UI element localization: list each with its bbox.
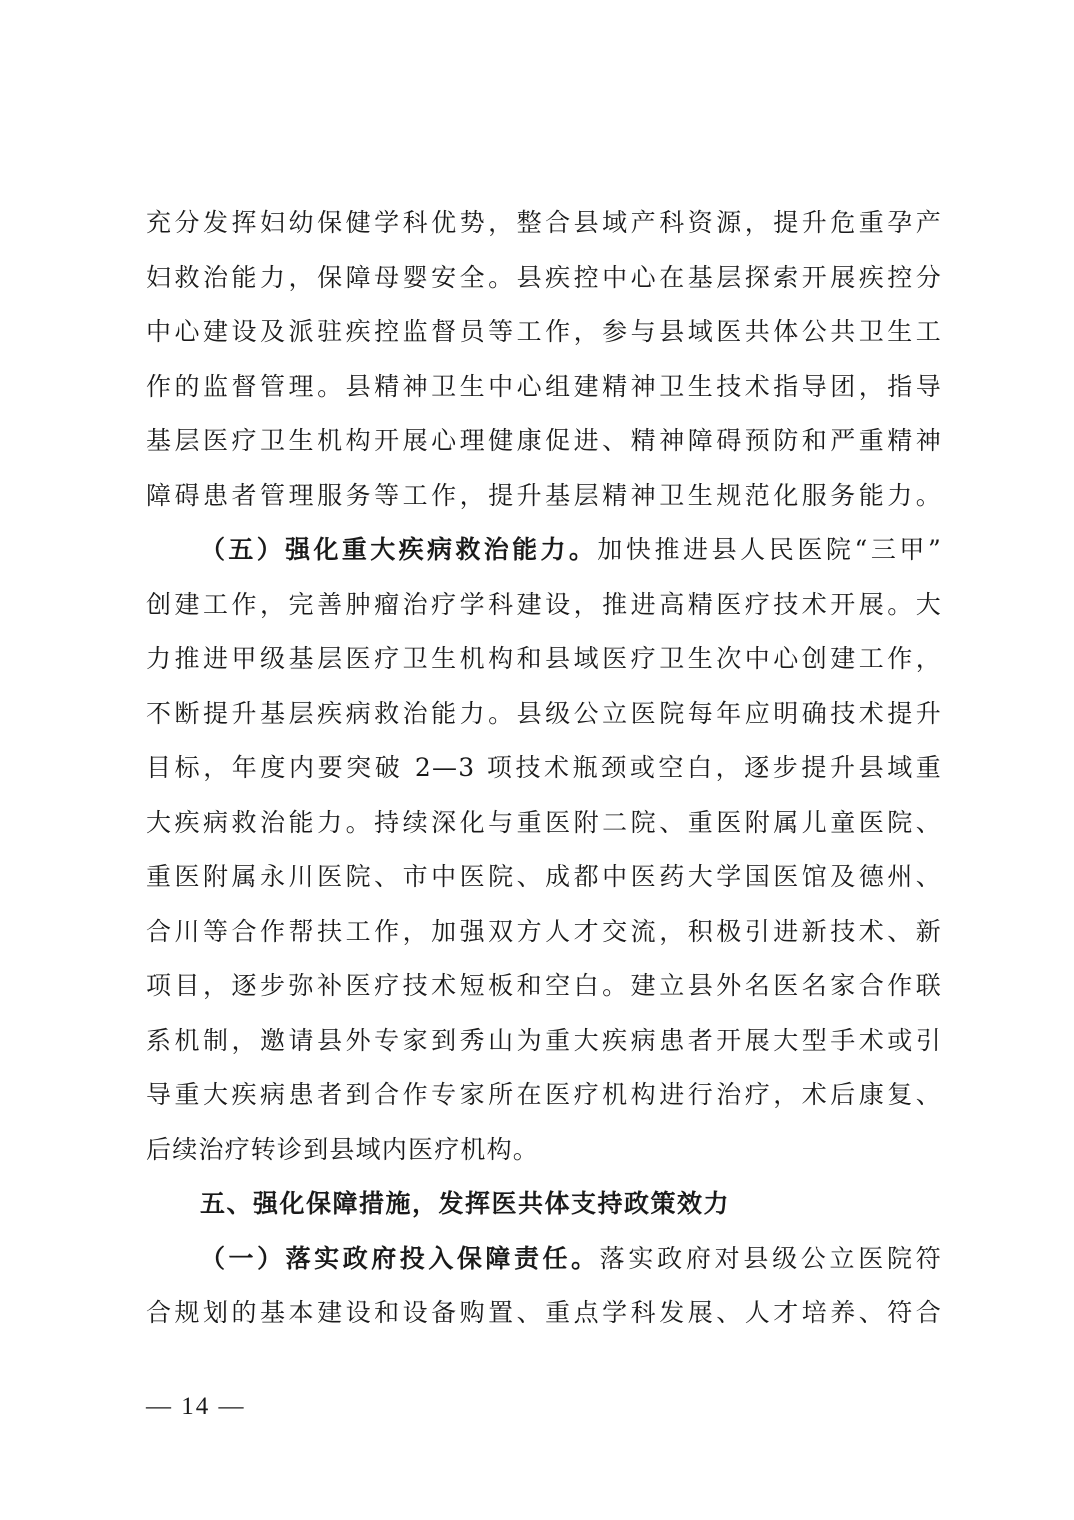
text-line: 不断提升基层疾病救治能力。县级公立医院每年应明确技术提升 [146, 698, 942, 728]
text-line: 导重大疾病患者到合作专家所在医疗机构进行治疗，术后康复、 [146, 1080, 942, 1109]
section-1-lead: （一）落实政府投入保障责任。 [200, 1243, 600, 1273]
text-line: 重医附属永川医院、市中医院、成都中医药大学国医馆及德州、 [146, 862, 942, 891]
text-line: 障碍患者管理服务等工作，提升基层精神卫生规范化服务能力。 [146, 480, 942, 510]
text-line: 系机制，邀请县外专家到秀山为重大疾病患者开展大型手术或引 [146, 1025, 942, 1055]
section-5-first-rest: 加快推进县人民医院“三甲” [597, 535, 942, 564]
section-5-first-line [146, 523, 942, 578]
text-line: 基层医疗卫生机构开展心理健康促进、精神障碍预防和严重精神 [146, 426, 942, 455]
text-line: 中心建设及派驻疾控监督员等工作，参与县域医共体公共卫生工 [146, 317, 942, 346]
text-line: 妇救治能力，保障母婴安全。县疾控中心在基层探索开展疾控分 [146, 262, 942, 292]
section-1-first-line [146, 1232, 942, 1287]
section-5-lead: （五）强化重大疾病救治能力。 [200, 535, 598, 564]
section-heading: 五、强化保障措施，发挥医共体支持政策效力 [200, 1189, 731, 1218]
text-line: 后续治疗转诊到县域内医疗机构。 [146, 1134, 540, 1164]
text-line: 目标，年度内要突破 2—3 项技术瓶颈或空白，逐步提升县域重 [146, 753, 942, 782]
text-line: 创建工作，完善肿瘤治疗学科建设，推进高精医疗技术开展。大 [146, 589, 942, 619]
text-line: 力推进甲级基层医疗卫生机构和县域医疗卫生次中心创建工作， [146, 644, 942, 673]
text-line: 项目，逐步弥补医疗技术短板和空白。建立县外名医名家合作联 [146, 971, 942, 1000]
body-text [146, 196, 942, 1341]
text-line: 合规划的基本建设和设备购置、重点学科发展、人才培养、符合 [146, 1298, 942, 1327]
text-line: 充分发挥妇幼保健学科优势，整合县域产科资源，提升危重孕产 [146, 208, 942, 237]
text-line: 作的监督管理。县精神卫生中心组建精神卫生技术指导团，指导 [146, 371, 942, 401]
text-line: 大疾病救治能力。持续深化与重医附二院、重医附属儿童医院、 [146, 807, 942, 837]
text-line: 合川等合作帮扶工作，加强双方人才交流，积极引进新技术、新 [146, 916, 942, 946]
page-number: — 14 — [146, 1393, 246, 1420]
section-1-first-rest: 落实政府对县级公立医院符 [599, 1243, 942, 1273]
